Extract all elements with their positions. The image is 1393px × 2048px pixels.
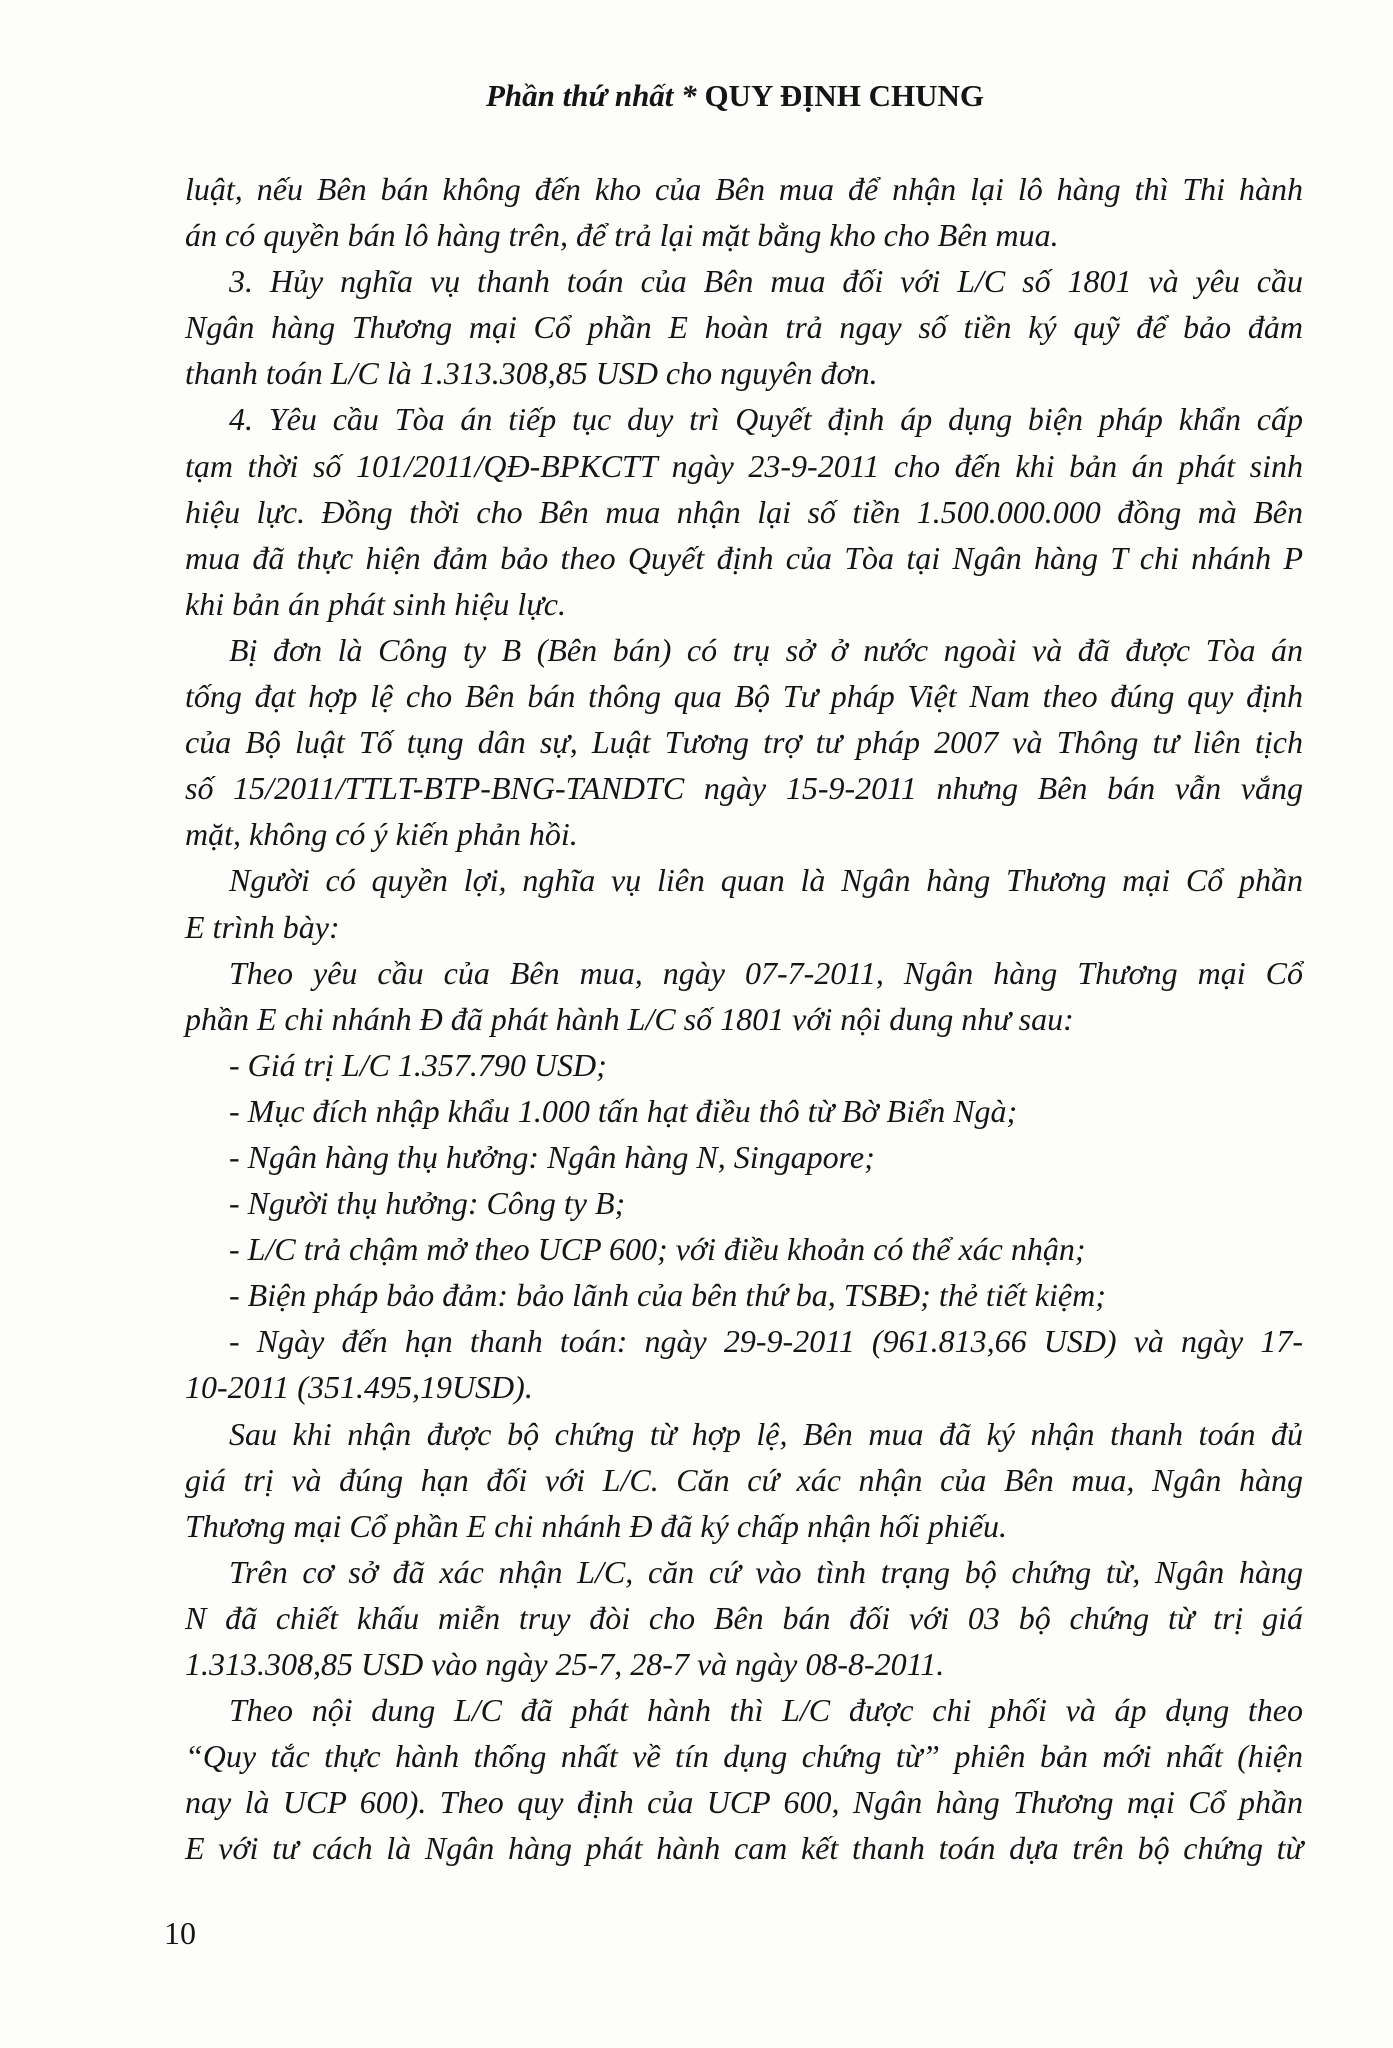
paragraph	[185, 1180, 1303, 1226]
text-line: hiệu lực. Đồng thời cho Bên mua nhận lại số tiền 1.500.000.000 đồng mà Bên	[185, 493, 1303, 530]
paragraph	[185, 1687, 1303, 1871]
text-line: E với tư cách là Ngân hàng phát hành cam kết thanh toán dựa trên bộ chứng từ	[185, 1830, 1303, 1867]
text-line: Ngân hàng Thương mại Cổ phần E hoàn trả ngay số tiền ký quỹ để bảo đảm	[185, 309, 1303, 346]
text-line: của Bộ luật Tố tụng dân sự, Luật Tương trợ tư pháp 2007 và Thông tư liên tịch	[185, 724, 1303, 761]
running-header	[0, 78, 1393, 114]
text-line: - Biện pháp bảo đảm: bảo lãnh của bên thứ ba, TSBĐ; thẻ tiết kiệm;	[229, 1277, 1106, 1314]
text-line: án có quyền bán lô hàng trên, để trả lại mặt bằng kho cho Bên mua.	[185, 217, 1059, 254]
text-line: tống đạt hợp lệ cho Bên bán thông qua Bộ Tư pháp Việt Nam theo đúng quy định	[185, 678, 1303, 715]
text-line: khi bản án phát sinh hiệu lực.	[185, 585, 566, 622]
text-line: Trên cơ sở đã xác nhận L/C, căn cứ vào tình trạng bộ chứng từ, Ngân hàng	[229, 1553, 1303, 1590]
paragraph	[185, 1088, 1303, 1134]
paragraph	[185, 1042, 1303, 1088]
text-line: 1.313.308,85 USD vào ngày 25-7, 28-7 và ngày 08-8-2011.	[185, 1646, 945, 1682]
paragraph	[185, 627, 1303, 857]
header-part: Phần thứ nhất *	[485, 78, 697, 113]
text-line: 4. Yêu cầu Tòa án tiếp tục duy trì Quyết định áp dụng biện pháp khẩn cấp	[229, 401, 1303, 438]
paragraph	[185, 1134, 1303, 1180]
paragraph	[185, 396, 1303, 626]
paragraph	[185, 1549, 1303, 1687]
text-line: - Giá trị L/C 1.357.790 USD;	[229, 1046, 607, 1083]
text-line: - Ngân hàng thụ hưởng: Ngân hàng N, Singapore;	[229, 1138, 875, 1175]
text-line: giá trị và đúng hạn đối với L/C. Căn cứ xác nhận của Bên mua, Ngân hàng	[185, 1461, 1303, 1498]
text-line: phần E chi nhánh Đ đã phát hành L/C số 1801 với nội dung như sau:	[185, 1000, 1074, 1037]
text-line: tạm thời số 101/2011/QĐ-BPKCTT ngày 23-9-2011 cho đến khi bản án phát sinh	[185, 447, 1303, 484]
text-line: Theo nội dung L/C đã phát hành thì L/C được chi phối và áp dụng theo	[229, 1692, 1303, 1729]
paragraph	[185, 1318, 1303, 1410]
paragraph	[185, 857, 1303, 949]
paragraph	[185, 166, 1303, 258]
text-line: 3. Hủy nghĩa vụ thanh toán của Bên mua đối với L/C số 1801 và yêu cầu	[229, 263, 1303, 300]
text-line: 10-2011 (351.495,19USD).	[185, 1369, 533, 1406]
text-line: mặt, không có ý kiến phản hồi.	[185, 816, 578, 853]
body-text	[185, 166, 1303, 1871]
text-line: Người có quyền lợi, nghĩa vụ liên quan là Ngân hàng Thương mại Cổ phần	[229, 862, 1303, 899]
text-line: Theo yêu cầu của Bên mua, ngày 07-7-2011, Ngân hàng Thương mại Cổ	[229, 954, 1303, 991]
text-line: Bị đơn là Công ty B (Bên bán) có trụ sở ở nước ngoài và đã được Tòa án	[229, 631, 1303, 668]
text-line: Sau khi nhận được bộ chứng từ hợp lệ, Bên mua đã ký nhận thanh toán đủ	[229, 1415, 1303, 1452]
paragraph	[185, 1272, 1303, 1318]
text-line: - Người thụ hưởng: Công ty B;	[229, 1185, 626, 1222]
paragraph	[185, 1411, 1303, 1549]
text-line: Thương mại Cổ phần E chi nhánh Đ đã ký chấp nhận hối phiếu.	[185, 1507, 1008, 1544]
text-line: nay là UCP 600). Theo quy định của UCP 600, Ngân hàng Thương mại Cổ phần	[185, 1784, 1303, 1821]
page-number: 10	[164, 1915, 196, 1951]
text-line: “Quy tắc thực hành thống nhất về tín dụng chứng từ” phiên bản mới nhất (hiện	[185, 1738, 1303, 1775]
paragraph	[185, 1226, 1303, 1272]
text-line: số 15/2011/TTLT-BTP-BNG-TANDTC ngày 15-9-2011 nhưng Bên bán vẫn vắng	[185, 770, 1303, 807]
header-title: QUY ĐỊNH CHUNG	[704, 78, 985, 113]
text-line: - Mục đích nhập khẩu 1.000 tấn hạt điều thô từ Bờ Biển Ngà;	[229, 1092, 1018, 1129]
text-line: - Ngày đến hạn thanh toán: ngày 29-9-2011 (961.813,66 USD) và ngày 17-	[229, 1323, 1303, 1360]
text-line: E trình bày:	[185, 908, 340, 945]
text-line: N đã chiết khấu miễn truy đòi cho Bên bán đối với 03 bộ chứng từ trị giá	[185, 1599, 1303, 1636]
text-line: thanh toán L/C là 1.313.308,85 USD cho nguyên đơn.	[185, 355, 878, 392]
paragraph	[185, 950, 1303, 1042]
text-line: mua đã thực hiện đảm bảo theo Quyết định của Tòa tại Ngân hàng T chi nhánh P	[185, 539, 1303, 576]
text-line: - L/C trả chậm mở theo UCP 600; với điều khoản có thể xác nhận;	[229, 1231, 1086, 1268]
paragraph	[185, 258, 1303, 396]
text-line: luật, nếu Bên bán không đến kho của Bên mua để nhận lại lô hàng thì Thi hành	[185, 171, 1303, 207]
